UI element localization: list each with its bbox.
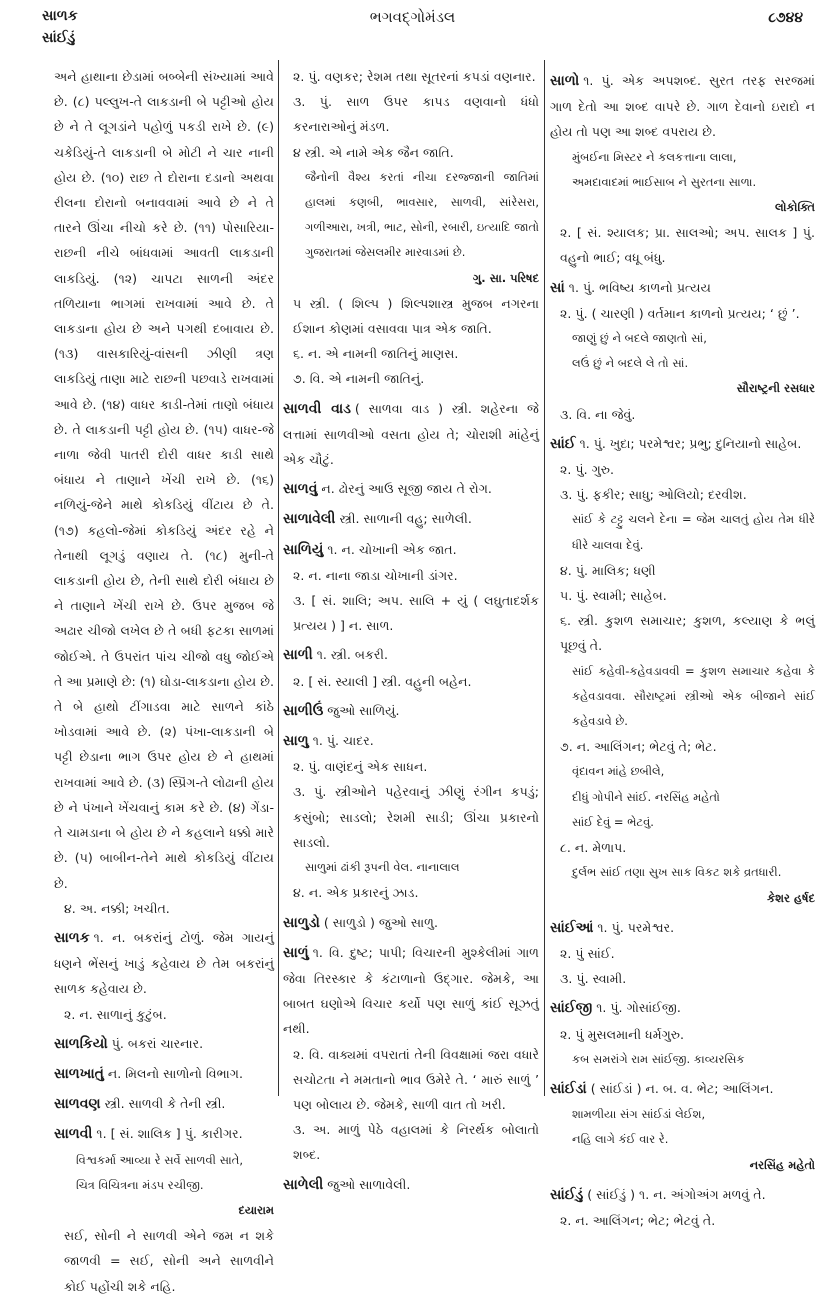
quotation [550,351,815,376]
dictionary-entry [54,1031,274,1057]
dictionary-entry [283,1172,539,1198]
entry-text: ન. મિલનો સાળોનો વિભાગ. [107,1065,243,1081]
entry-text: દુર્લભ સાંઈ તણા સુખ સાક વિકટ શકે વ્રતધારી. [572,865,782,880]
quotation [54,1173,274,1198]
entry-text: સૌરાષ્ટ્રની રસધાર [736,381,815,396]
entry-text: ૨. [ સં. સ્યાલી ] સ્ત્રી. વહુની બહેન. [293,673,472,689]
entry-sense [550,734,815,759]
entry-text: ૧. ન. બકરાંનું ટોળું. જેમ ગાયનું ધણને ભેંસનું ખાડું કહેવાય છે તેમ બકરાંનું સાળક કહેવાય છે. [54,929,274,997]
entry-sense [283,563,539,588]
entry-text: ૩. પું. સ્ત્રીઓને પહેરવાનું ઝીણું રંગીન કપડું; કસુંબો; સાડલો; રેશમી સાડી; ઊંચા પ્રકારનો સાડલો. [293,784,539,850]
dictionary-entry [54,925,274,1002]
entry-sense [550,457,815,482]
dictionary-entry [550,995,815,1021]
entry-text: ૪. ન. એક પ્રકારનું ઝાડ. [293,885,419,901]
entry-text: જાણું છું ને બદલે જાણતો સાં, [572,331,707,346]
entry-text: ૨. ન. સાળાનું કુટુંબ. [64,1006,167,1022]
headword: સાંઈડાં [550,1080,587,1097]
entry-sense [550,301,815,326]
entry-text: ૧. ન. ચોખાની એક જાત. [327,541,457,557]
quotation [550,659,815,735]
quotation [54,1148,274,1173]
entry-text: ચિત્ર વિચિત્રના મંડપ રચીજી. [76,1177,204,1192]
entry-sense [283,1117,539,1167]
entry-text: પું. બકરાં ચારનાર. [111,1035,204,1051]
dictionary-entry [283,396,539,473]
quotation [550,170,815,195]
dictionary-entry [283,728,539,754]
dictionary-entry [283,506,539,532]
entry-text: ૮. ન. મેળાપ. [560,840,627,856]
column-divider [544,60,545,1096]
entry-text: અને હાથાના છેડામાં બબ્બેની સંખ્યામાં આવે છે. (૮) પલ્લુખ-તે લાકડાની બે પટ્ટીઓ હોય છે ને તે લૂગડાંને પહોળું પકડી રાખે છે. (૯) ચકેડિયું-તે લાકડાની બે મોટી ને ચાર નાની હોય છે. (૧૦) રાછ તે દોરાના દડાનો અથવા રીલના દોરાનો બનાવવામાં આવે છે ને તે તારને ઊંચા નીચો કરે છે. (૧૧) પોસારિયા-રાછની નીચે બાંધવામાં આવતી લાકડાની લાકડિયું. (૧૨) ચાપટા સાળની અંદર તળિયાના ભાગમાં રાખવામાં આવે છે. તે લાકડાના હોય છે અને પગથી દબાવાય છે. (૧૩) વાસકારિયું-વાંસની ઝીણી ત્રણ લાકડિયું તાણા માટે રાછની પછવાડે રાખવામાં આવે છે. (૧૪) વાધર કાડી-તેમાં તાણો બંધાય છે. તે લાકડાની પટ્ટી હોય છે. (૧૫) વાધર-જે નાળા જેવી પાતરી દોરી વાધર કાડી સાથે બંધાય ને તાણાને ખેંચી રાખે છે. (૧૬) નળિયું-જેને માથે કોકડિયું વીંટાય છે તે. (૧૭) કહલો-જેમાં કોકડિયું અંદર રહે ને તેનાથી લૂગડું વણાય તે. (૧૮) મુની-તે લાકડાની હોય છે, તેની સાથે દોરી બંધાય છે ને તાણાને ખેંચી રાખે છે. ઉપર મુજબ જે અઢાર ચીજો લખેલ છે તે બધી ફટકા સાળમાં જોઈએ. તે ઉપરાંત પાંચ ચીજો વધુ જોઈએ તે આ પ્રમાણે છે: (૧) ઘોડા-લાકડાના હોય છે. તે બે હાથો ટીંગાડવા માટે સાળને કાંઠે ખોડવામાં આવે છે. (૨) પંખા-લાકડાની બે પટ્ટી છેડાના ભાગ ઉપર હોય છે ને હાથમાં રાખવામાં આવે છે. (૩) સ્પ્રિંગ-તે લોઢાની હોય છે ને પંખાને ખેંચવાનું કામ કરે છે. (૪) ગેંડા-તે ચામડાના બે હોય છે ને કહલાને ધક્કો મારે છે. (૫) બાબીન-તેને માથે કોકડિયું વીંટાય છે. [54,69,274,891]
entry-text: ( સાંઈડું ) ૧. ન. અંગોઅંગ મળવું તે. [587,1186,766,1202]
entry-text: ૭. ન. આલિંગન; ભેટવું તે; ભેટ. [560,739,717,755]
entry-text: ૧. વિ. દુષ્ટ; પાપી; વિચારની મુશ્કેલીમાં ગાળ જેવા તિરસ્કાર કે કંટાળાનો ઉદ્ગાર. જેમકે, આ બાબત ઘણોએ વિચાર કર્યો પણ સાળું કાંઈ સૂઝતું નથી. [283,944,539,1037]
entry-text: ૩. વિ. ના જેવું. [560,406,636,422]
entry-sense [283,754,539,779]
entry-sense [283,669,539,694]
headword: સાળી [283,647,313,664]
entry-text: ૪ સ્ત્રી. એ નામે એક જૈન જાતિ. [293,144,454,160]
entry-text: શામળીયા સંગ સાંઈડાં લેઈશ, [572,1107,706,1122]
attribution [550,195,815,220]
attribution [283,266,539,291]
entry-sense [54,1002,274,1027]
attribution [550,886,815,911]
entry-text: ૧. પું. ખુદા; પરમેશ્વર; પ્રભુ; દુનિયાનો સાહેબ. [579,435,802,451]
headword: સાળકિયો [54,1035,108,1052]
entry-text: ( સાળુડો ) જુઓ સાળુ. [323,914,438,930]
quotation [550,145,815,170]
headword: સાળવું [283,481,318,498]
entry-sense [550,608,815,658]
entry-text: ૧. પું. ભવિષ્ય કાળનો પ્રત્યય [568,279,711,295]
entry-text: ૧. પું. પરમેશ્વર. [597,919,675,935]
quotation [550,785,815,810]
attribution [54,1198,274,1223]
quotation [550,326,815,351]
headword: સાંઈડું [550,1186,584,1203]
headword: સાળેલી [283,1176,324,1193]
quotation [550,1102,815,1127]
entry-sense [550,1208,815,1233]
entry-text: જૈનોની વૈશ્ય કરતાં નીચા દરજ્જાની જાતિમાં હાલમાં કણબી, ભાવસાર, સાળવી, સાંરેસરા, ગળીઆરા, ખત્રી, ભાટ, સોની, રબારી, ઇત્યાદિ જાતો ગુજરાતમાં જેસલમીર મારવાડમાં છે. [305,169,539,260]
entry-text: ૨. પું. વણકર; રેશમ તથા સૂતરનાં કપડાં વણનાર. [293,69,536,84]
entry-sense [283,341,539,366]
dictionary-entry [550,431,815,457]
headword: સાળખાતું [54,1065,104,1082]
entry-text: ૧. [ સં. શાલિક ] પું. કારીગર. [96,1126,243,1142]
entry-sense [550,482,815,507]
dictionary-entry [550,915,815,941]
entry-sense [283,366,539,391]
entry-text: ૩. પું. સાળ ઉપર કાપડ વણવાનો ધંધો કરનારાઓનું મંડળ. [293,94,539,135]
entry-text: ગુ. સા. પરિષદ [472,270,539,285]
entry-sense [550,558,815,583]
headword: સાંઈજી [550,1000,593,1017]
entry-text: જુઓ સાળાવેલી. [327,1176,411,1192]
entry-sense [54,1223,274,1299]
entry-sense [550,835,815,860]
entry-text: ૨. ન. નાના જાડા ચોખાની ડાંગર. [293,567,458,583]
dictionary-entry [283,698,539,724]
dictionary-entry [283,476,539,502]
entry-text: સાળુમાં ઢાંકી રૂપની વેલ. નાનાલાલ [305,860,460,875]
entry-sense [283,89,539,139]
entry-text: ૩. પું. સ્વામી. [560,971,627,987]
dictionary-entry [550,1182,815,1208]
entry-text: ૪. પું. માલિક; ધણી [560,562,656,578]
quotation [283,165,539,266]
entry-sense [283,779,539,855]
quotation [550,860,815,885]
dictionary-entry [54,1121,274,1147]
entry-sense [283,64,539,89]
entry-sense [283,291,539,341]
entry-text: ૬. ન. એ નામની જાતિનું માણસ. [293,346,459,362]
entry-text: નહિ લાગે કંઈ વાર રે. [572,1132,669,1147]
attribution [550,1153,815,1178]
headword: સાળું [283,944,309,961]
entry-text: અમદાવાદમાં ભાઈસાબ ને સુરતના સાળા. [572,174,757,189]
quotation [550,507,815,557]
dictionary-entry [550,68,815,145]
entry-text: સઈ, સોની ને સાળવી એને જમ ન શકે જાળવી = સઈ, સોની અને સાળવીને કોઈ પહોંચી શકે નહિ. [64,1228,274,1294]
entry-text: લઉં છું ને બદલે લે તો સાં. [572,356,689,371]
entry-text: ૧. સ્ત્રી. બકરી. [316,647,389,663]
entry-sense [283,588,539,638]
quotation [550,1127,815,1152]
entry-text: મુંબઈના મિસ્ટર ને કલકત્તાના લાલા, [572,149,737,164]
headword: સાંઈઆં [550,919,594,936]
entry-sense [283,140,539,165]
entry-text: ૨. ન. આલિંગન; ભેટ; ભેટવું તે. [560,1212,716,1228]
entry-text: ૨. પું. ગુરુ. [560,462,615,478]
entry-text: ૧. પું. ગોસાંઈજી. [596,1000,681,1016]
entry-text: સ્ત્રી. સાળાની વહુ; સાળેલી. [339,511,472,527]
guide-word-last: સાંઈડું [42,30,76,46]
headword: સાળીઉં [283,702,324,719]
headword: સાળિયું [283,541,324,558]
entry-text: સ્ત્રી. સાળવી કે તેની સ્ત્રી. [104,1096,226,1112]
entry-text: દયારામ [238,1202,274,1217]
entry-text: ૨. પું સાંઈ. [560,945,615,961]
entry-sense [550,583,815,608]
entry-text: ૨. પું. ( ચારણી ) વર્તમાન કાળનો પ્રત્યય; ‘ છું ’. [560,305,800,321]
entry-text: વૃંદાવન માંહે છબીલે, [572,764,665,779]
column-right [550,64,815,1233]
entry-sense [550,941,815,966]
entry-text: સાંઈ કે ટટ્ટુ ચલને દેના = જેમ ચાલતું હોય તેમ ધીરે ધીરે ચાલવા દેવું. [572,512,815,552]
headword: સાંઈ [550,435,576,452]
continuation-text [54,64,274,896]
headword: સાં [550,279,565,296]
quotation [550,810,815,835]
entry-text: ૭. વિ. એ નામની જાતિનું. [293,371,425,387]
entry-text: સાંઈ દેવું = ભેટવું. [572,814,654,829]
quotation [283,855,539,880]
entry-text: નરસિંહ મહેતો [749,1157,815,1172]
entry-text: સાંઈ કહેવી-કહેવડાવવી = કુશળ સમાચાર કહેવા કે કહેવડાવવા. સૌરાષ્ટ્રમાં સ્ત્રીઓ એક બીજાને સાંઈ કહેવડાવે છે. [572,663,815,729]
quotation [550,1047,815,1072]
dictionary-entry [283,537,539,563]
entry-sense [550,220,815,270]
guide-word-first: સાળક [42,8,78,24]
entry-text: ૬. સ્ત્રી. કુશળ સમાચાર; કુશળ, કલ્યાણ કે ભલું પૂછવું તે. [560,613,815,654]
dictionary-entry [283,940,539,1042]
entry-text: ૨. પું મુસલમાની ધર્મગુરુ. [560,1026,685,1042]
entry-sense [283,880,539,905]
entry-text: ૧. પું. એક અપશબ્દ. સુરત તરફ સરજમાં ગાળ દેતો આ શબ્દ વાપરે છે. ગાળ દેવાનો ઇરાદો ન હોય તો પણ આ શબ્દ વપરાય છે. [550,73,815,140]
entry-text: ૧. પું. ચાદર. [312,733,374,749]
entry-text: કબ સમરાંગે રામ સાંઈજી. કાવ્યરસિક [572,1051,745,1066]
entry-text: લોકોક્તિ [774,200,815,215]
entry-text: ( સાંઈડાં ) ન. બ. વ. ભેટ; આલિંગન. [590,1080,774,1096]
entry-text: ૫ સ્ત્રી. ( શિલ્પ ) શિલ્પશાસ્ત્ર મુજબ નગરના ઈશાન કોણમાં વસાવવા પાત્ર એક જાતિ. [293,295,539,337]
page-number: ૮૭૪૪ [768,10,803,26]
dictionary-entry [283,642,539,668]
dictionary-entry [283,910,539,936]
dictionary-entry [550,275,815,301]
entry-text: ૪. અ. નક્કી; ખચીત. [64,900,170,916]
entry-text: ૩. પું. ફકીર; સાધુ; ઓલિયો; દરવીશ. [560,487,747,503]
column-left [54,64,274,1299]
quotation [550,759,815,784]
attribution [550,376,815,401]
headword: સાળવણ [54,1096,101,1113]
column-middle [283,64,539,1198]
entry-text: ૩. [ સં. શાલિ; અપ. સાલિ + યું ( લઘુતાદર્શક પ્રત્યય ) ] ન. સાળ. [293,593,539,634]
dictionary-entry [54,1061,274,1087]
entry-text: ૨. [ સં. શ્યાલક; પ્રા. સાલઓ; અપ. સાલક ] પું. વહુનો ભાઈ; વધૂ બંધુ. [560,225,815,266]
entry-sense [550,1022,815,1047]
book-title: ભગવદ્ગોમંડલ [369,8,456,26]
entry-text: ૨. પું. વાણંદનું એક સાધન. [293,759,428,775]
entry-text: ( સાળવા વાડ ) સ્ત્રી. શહેરના જે લત્તામાં સાળવીઓ વસતા હોય તે; ચોરાશી માંહેનું એક ચૌટું. [283,400,539,468]
column-divider [278,60,279,1096]
entry-sense [550,966,815,991]
entry-text: વિશ્વકર્મા આવ્યા રે સર્વે સાળવી સાતે, [76,1152,243,1167]
entry-sense [550,402,815,427]
headword: સાળાવેલી [283,511,336,528]
headword: સાળુ [283,733,309,750]
entry-text: ૫. પું. સ્વામી; સાહેબ. [560,588,667,604]
dictionary-entry [550,1076,815,1102]
headword: સાળવી [54,1126,93,1143]
dictionary-entry [54,1091,274,1117]
headword: સાળવી વાડ [283,400,351,417]
entry-sense [283,1042,539,1118]
entry-text: ન. ઢોરનું આઉ સૂજી જાય તે રોગ. [321,481,492,497]
headword: સાળો [550,73,580,89]
headword: સાળુડો [283,914,320,931]
entry-text: ૨. વિ. વાક્યમાં વપરાતાં તેની વિવક્ષામાં જરા વધારે સચોટતા ને મમતાનો ભાવ ઉમેરે તે. ‘ મારું સાળું ’ પણ બોલાય છે. જેમકે, સાળી વાત તો ખરી. [293,1046,539,1112]
entry-text: કેશર હર્ષદ [767,890,815,905]
entry-text: ૩. અ. માળું પેઠે વહાલમાં કે નિરર્થક બોલાતો શબ્દ. [293,1122,539,1163]
entry-sense [54,896,274,921]
headword: સાળક [54,929,90,946]
entry-text: દીધું ગોપીને સાંઈ. નરસિંહ મહેતો [572,789,720,804]
entry-text: જુઓ સાળિયું. [327,702,400,718]
